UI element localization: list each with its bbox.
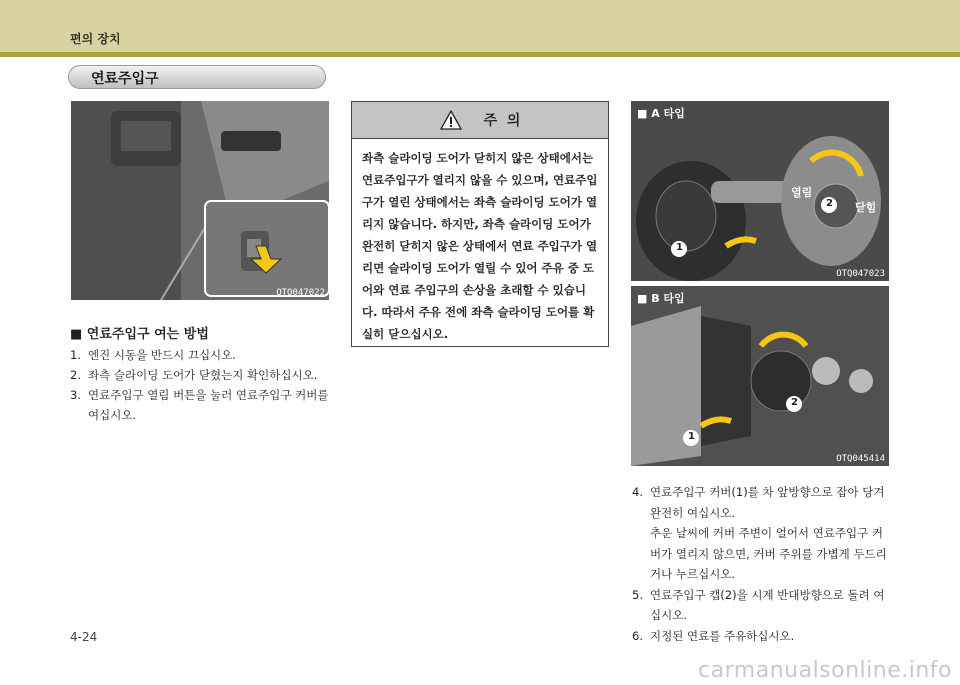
warning-icon [440,110,462,130]
steps-right-list [632,482,894,646]
caution-text: 좌측 슬라이딩 도어가 닫히지 않은 상태에서는 연료주입구가 열리지 않을 수 있으며, 연료주입구가 열린 상태에서는 좌측 슬라이딩 도어가 열리지 않습니다. 하지만, 좌측 슬라이딩 도어가 완전히 닫히지 않은 상태에서 연료 주입구가 열리면 슬라이딩 도어가 열릴 수 있어 주유 중 도어와 연료 주입구의 손상을 초래할 수 있습니다. 따라서 주유 전에 좌측 슬라이딩 도어를 확실히 닫으십시오. [362,151,598,341]
page-header-title: 편의 장치 [70,32,121,46]
section-title-pill [68,65,326,89]
photo-code: OTQ045414 [836,454,885,464]
list-item: 4. 연료주입구 커버(1)를 차 앞방향으로 잡아 당겨 완전히 여십시오. [632,485,885,520]
open-label: 열림 [791,186,813,199]
sub-heading: ■ 연료주입구 여는 방법 [70,327,209,342]
watermark: carmanualsonline.info [698,658,952,683]
page-number: 4-24 [70,630,98,644]
list-item: 2. 좌측 슬라이딩 도어가 닫혔는지 확인하십시오. [70,368,318,382]
steps-left-list [70,345,332,425]
fuel-door-type-a-photo [631,101,889,281]
header-divider [0,52,960,57]
door-button-photo [71,101,329,300]
photo-code: OTQ047022 [276,288,325,298]
type-a-tag: ■ A 타입 [637,107,685,120]
caution-title: 주 의 [483,113,521,129]
type-b-illustration [631,286,889,466]
door-panel-illustration [71,101,329,300]
list-item: 5. 연료주입구 캡(2)을 시계 반대방향으로 돌려 여십시오. [632,587,885,622]
section-title: 연료주입구 [91,71,159,87]
marker-1: 1 [688,431,695,442]
marker-2: 2 [791,397,798,408]
list-item: 추운 날씨에 커버 주변이 얼어서 연료주입구 커버가 열리지 않으면, 커버 주위를 가볍게 두드리거나 누르십시오. [650,526,887,581]
list-item: 6. 지정된 연료를 주유하십시오. [632,628,795,643]
marker-1: 1 [676,242,683,253]
photo-code: OTQ047023 [836,269,885,279]
header-bar [0,0,960,52]
type-a-illustration [631,101,889,281]
type-b-tag: ■ B 타입 [637,292,685,305]
close-label: 닫힘 [855,201,877,214]
caution-box [351,101,609,347]
marker-2: 2 [826,198,833,209]
caution-header [352,102,608,139]
fuel-door-type-b-photo [631,286,889,466]
list-item: 3. 연료주입구 열림 버튼을 눌러 연료주입구 커버를 여십시오. [70,388,329,422]
list-item: 1. 엔진 시동을 반드시 끄십시오. [70,348,236,362]
